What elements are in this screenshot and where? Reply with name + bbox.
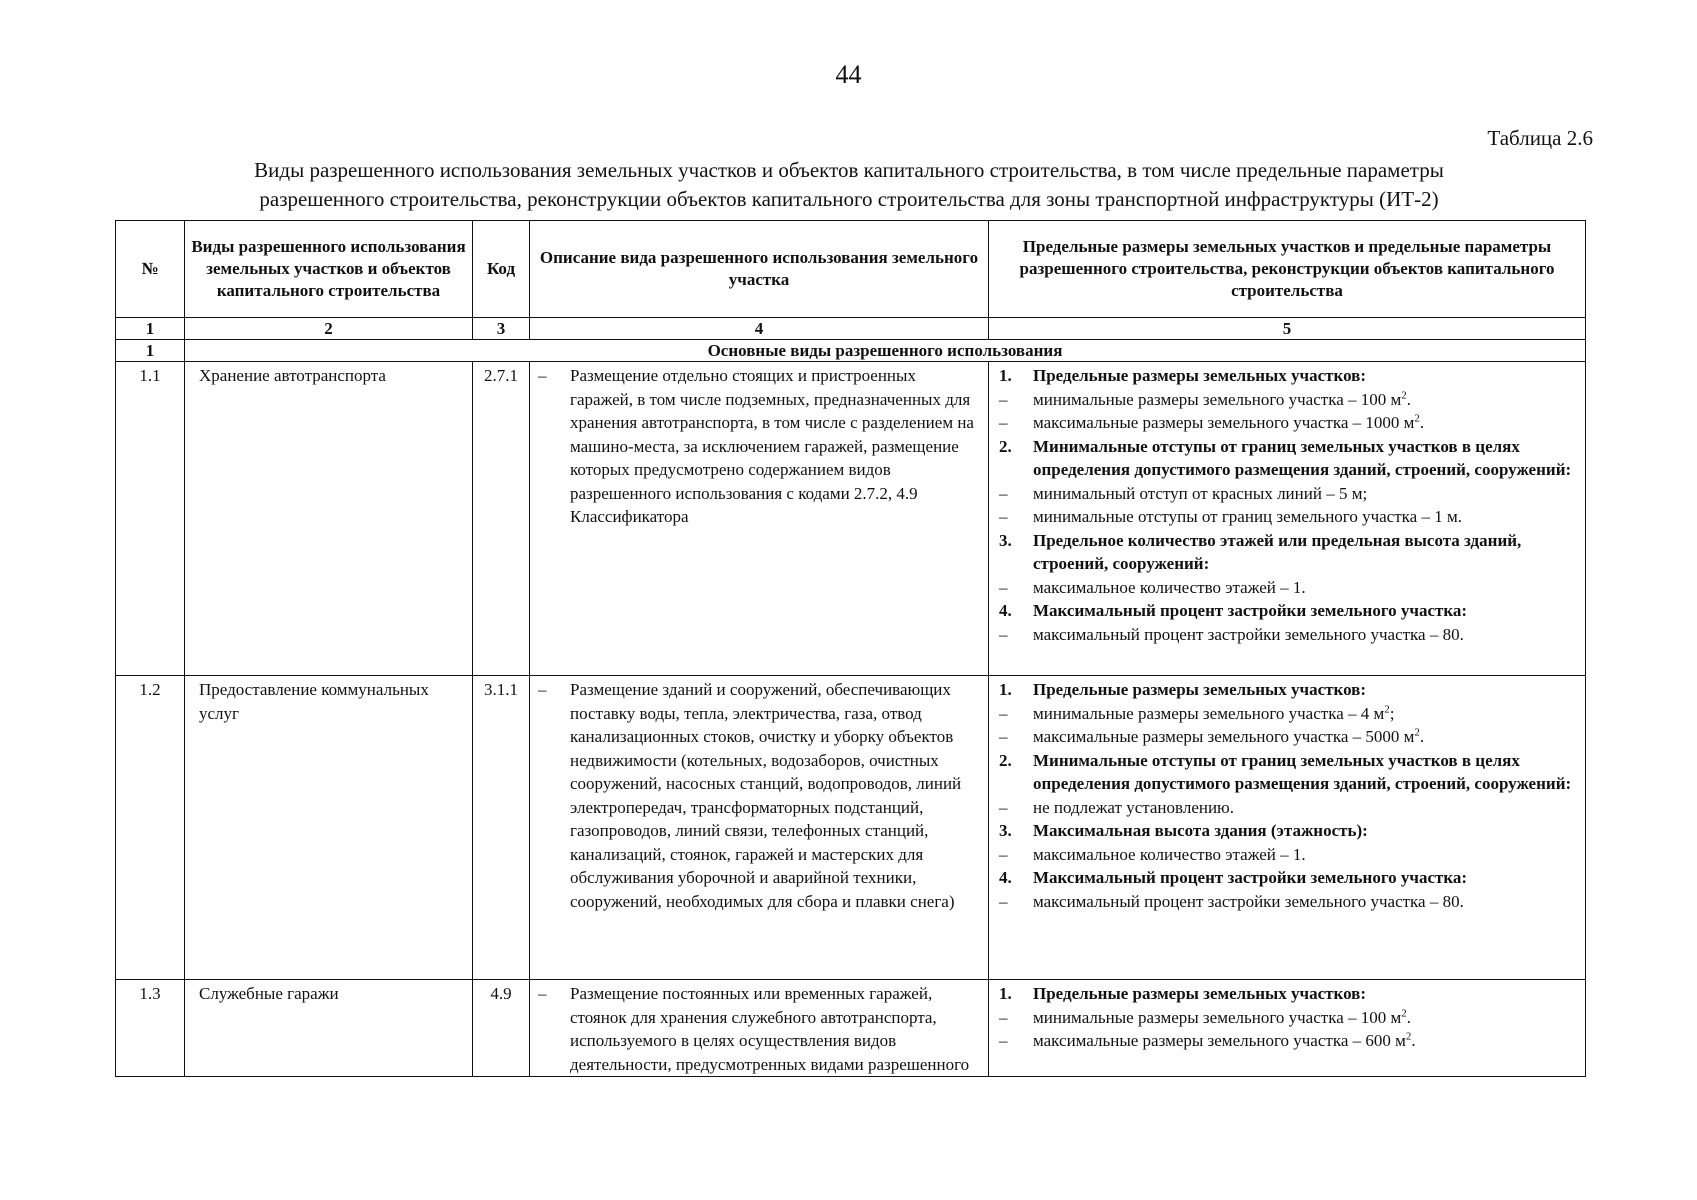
parameter-marker: 3. xyxy=(999,530,1012,550)
parameter-value: не подлежат установлению. xyxy=(1033,797,1235,817)
header-num: № xyxy=(116,221,185,318)
parameter-value: Предельные размеры земельных участков: xyxy=(1033,984,1367,1003)
parameter-line xyxy=(999,435,1579,482)
parameter-text xyxy=(1033,725,1579,749)
land-use-table xyxy=(115,220,1586,1077)
description-dash: – xyxy=(538,366,547,385)
description-dash: – xyxy=(538,984,547,1003)
parameter-marker: – xyxy=(999,797,1008,817)
parameter-line xyxy=(999,599,1579,623)
parameter-text xyxy=(1033,364,1579,388)
parameter-text xyxy=(1033,678,1579,702)
parameter-value: максимальные размеры земельного участка – 1000 м xyxy=(1033,413,1415,432)
parameter-tail: . xyxy=(1419,413,1425,432)
header-code: Код xyxy=(473,221,530,318)
parameter-value: Минимальные отступы от границ земельных участков в целях определения допустимого размещения зданий, строений, сооружений: xyxy=(1033,436,1572,479)
use-type-code: 4.9 xyxy=(473,980,530,1077)
table-title-line-2: разрешенного строительства, реконструкции объектов капитального строительства для зоны транспортной инфраструктуры (ИТ-2) xyxy=(259,187,1439,211)
table-title-line-1: Виды разрешенного использования земельных участков и объектов капитального строительства, в том числе предельные параметры xyxy=(254,158,1444,182)
parameter-line xyxy=(999,702,1579,726)
parameter-text xyxy=(1033,529,1579,576)
use-type-name: Предоставление коммунальных услуг xyxy=(185,676,473,980)
parameter-value: минимальные размеры земельного участка – 100 м xyxy=(1033,1007,1402,1027)
parameter-value: Минимальные отступы от границ земельных участков в целях определения допустимого размещения зданий, строений, сооружений: xyxy=(1033,750,1572,793)
column-number: 4 xyxy=(530,318,989,340)
parameter-value: максимальное количество этажей – 1. xyxy=(1033,844,1306,864)
parameter-line xyxy=(999,819,1579,843)
parameter-value: максимальный процент застройки земельного участка – 80. xyxy=(1033,891,1464,911)
parameter-text xyxy=(1033,482,1579,506)
parameter-value: минимальные размеры земельного участка – 4 м xyxy=(1033,703,1385,723)
use-type-name: Хранение автотранспорта xyxy=(185,362,473,676)
parameter-value: Максимальный процент застройки земельного участка: xyxy=(1033,868,1468,887)
parameter-marker: – xyxy=(999,1031,1008,1050)
parameter-text xyxy=(1033,576,1579,600)
parameter-tail: . xyxy=(1411,1031,1416,1050)
use-type-name: Служебные гаражи xyxy=(185,980,473,1077)
parameter-marker: 4. xyxy=(999,868,1012,887)
row-number: 1.2 xyxy=(116,676,185,980)
parameter-value: минимальный отступ от красных линий – 5 м; xyxy=(1033,483,1368,503)
parameter-line xyxy=(999,529,1579,576)
parameter-line xyxy=(999,725,1579,749)
parameter-line xyxy=(999,411,1579,435)
parameter-line xyxy=(999,576,1579,600)
section-title: Основные виды разрешенного использования xyxy=(185,340,1586,362)
parameter-superscript: 2 xyxy=(1401,1006,1407,1019)
parameter-tail: . xyxy=(1406,1007,1412,1027)
parameter-text xyxy=(1033,982,1579,1006)
parameter-value: Предельные размеры земельных участков: xyxy=(1033,680,1367,699)
use-type-description xyxy=(530,980,989,1077)
parameter-text xyxy=(1033,1006,1579,1030)
parameter-tail: . xyxy=(1419,727,1425,746)
parameter-value: максимальные размеры земельного участка – 5000 м xyxy=(1033,727,1415,746)
parameter-line xyxy=(999,749,1579,796)
header-name: Виды разрешенного использования земельных участков и объектов капитального строительства xyxy=(185,221,473,318)
parameter-text xyxy=(1033,796,1579,820)
parameter-marker: – xyxy=(999,624,1008,644)
parameter-marker: – xyxy=(999,507,1008,526)
parameter-marker: – xyxy=(999,844,1008,864)
parameter-text xyxy=(1033,388,1579,412)
parameter-superscript: 2 xyxy=(1384,702,1390,715)
parameter-text xyxy=(1033,1029,1579,1053)
parameter-marker: 1. xyxy=(999,984,1012,1003)
parameter-line xyxy=(999,364,1579,388)
parameter-marker: – xyxy=(999,483,1008,503)
parameter-marker: 2. xyxy=(999,750,1012,770)
column-number: 2 xyxy=(185,318,473,340)
parameter-marker: – xyxy=(999,413,1008,432)
use-type-code: 3.1.1 xyxy=(473,676,530,980)
row-number: 1.3 xyxy=(116,980,185,1077)
parameter-line xyxy=(999,388,1579,412)
parameter-value: минимальные размеры земельного участка – 100 м xyxy=(1033,389,1402,409)
parameter-marker: 4. xyxy=(999,601,1012,620)
header-row xyxy=(116,221,1586,318)
description-text: Размещение постоянных или временных гаражей, стоянок для хранения служебного автотранспорта, используемого в целях осуществления видов деятельности, предусмотренных видами разрешенного xyxy=(570,984,970,1074)
table-title xyxy=(115,156,1583,214)
parameter-value: Предельные размеры земельных участков: xyxy=(1033,366,1367,385)
parameter-value: минимальные отступы от границ земельного участка – 1 м. xyxy=(1033,507,1462,526)
parameter-line xyxy=(999,1006,1579,1030)
parameter-marker: 1. xyxy=(999,680,1012,699)
parameter-text xyxy=(1033,819,1579,843)
parameter-superscript: 2 xyxy=(1405,1030,1412,1043)
use-type-code: 2.7.1 xyxy=(473,362,530,676)
parameter-value: максимальные размеры земельного участка – 600 м xyxy=(1033,1031,1406,1050)
use-type-description xyxy=(530,362,989,676)
parameter-value: максимальный процент застройки земельного участка – 80. xyxy=(1033,624,1464,644)
parameter-text xyxy=(1033,749,1579,796)
parameter-line xyxy=(999,1029,1579,1053)
parameter-superscript: 2 xyxy=(1414,412,1420,425)
parameter-superscript: 2 xyxy=(1401,388,1407,401)
parameter-text xyxy=(1033,890,1579,914)
parameter-value: Максимальная высота здания (этажность): xyxy=(1033,821,1368,840)
parameter-text xyxy=(1033,623,1579,647)
parameter-text xyxy=(1033,866,1579,890)
parameter-line xyxy=(999,982,1579,1006)
parameter-line xyxy=(999,505,1579,529)
parameter-marker: – xyxy=(999,577,1008,597)
page-number: 44 xyxy=(835,60,862,89)
use-type-parameters xyxy=(989,676,1586,980)
parameter-text xyxy=(1033,843,1579,867)
parameter-line xyxy=(999,623,1579,647)
parameter-marker: – xyxy=(999,703,1008,723)
parameter-superscript: 2 xyxy=(1414,726,1420,739)
parameter-marker: 3. xyxy=(999,821,1012,840)
use-type-parameters xyxy=(989,362,1586,676)
parameter-marker: 1. xyxy=(999,366,1012,385)
parameter-marker: – xyxy=(999,389,1008,409)
parameter-text xyxy=(1033,435,1579,482)
parameter-text xyxy=(1033,599,1579,623)
parameter-line xyxy=(999,796,1579,820)
description-text: Размещение зданий и сооружений, обеспечивающих поставку воды, тепла, электричества, газа, отвод канализационных стоков, очистку и уборку объектов недвижимости (котельных, водозаборов, очистных сооружений, насосных станций, водопроводов, линий электропередач, трансформаторных подстанций, газопроводов, линий связи, телефонных станций, канализаций, стоянок, гаражей и мастерских для обслуживания уборочной и аварийной техники, сооружений, необходимых для сбора и плавки снега) xyxy=(570,680,962,911)
use-type-description xyxy=(530,676,989,980)
description-dash: – xyxy=(538,680,547,699)
parameter-marker: – xyxy=(999,1007,1008,1027)
parameter-value: Предельное количество этажей или предельная высота зданий, строений, сооружений: xyxy=(1033,530,1522,573)
parameter-marker: – xyxy=(999,727,1008,746)
header-params: Предельные размеры земельных участков и предельные параметры разрешенного строительства, реконструкции объектов капитального строительства xyxy=(989,221,1586,318)
parameter-value: Максимальный процент застройки земельного участка: xyxy=(1033,601,1468,620)
parameter-line xyxy=(999,482,1579,506)
parameter-line xyxy=(999,678,1579,702)
parameter-line xyxy=(999,890,1579,914)
section-num: 1 xyxy=(116,340,185,362)
section-row xyxy=(116,340,1586,362)
table-row xyxy=(116,676,1586,980)
table-label: Таблица 2.6 xyxy=(1487,126,1593,150)
description-text: Размещение отдельно стоящих и пристроенных гаражей, в том числе подземных, предназначенных для хранения автотранспорта, в том числе с разделением на машино-места, за исключением гаражей, размещение которых предусмотрено содержанием видов разрешенного использования с кодами 2.7.2, 4.9 Классификатора xyxy=(570,366,974,526)
table-row xyxy=(116,980,1586,1077)
parameter-text xyxy=(1033,411,1579,435)
parameter-line xyxy=(999,866,1579,890)
column-number: 5 xyxy=(989,318,1586,340)
row-number: 1.1 xyxy=(116,362,185,676)
parameter-line xyxy=(999,843,1579,867)
column-number-row xyxy=(116,318,1586,340)
table-row xyxy=(116,362,1586,676)
use-type-parameters xyxy=(989,980,1586,1077)
column-number: 3 xyxy=(473,318,530,340)
parameter-tail: ; xyxy=(1389,703,1395,723)
parameter-text xyxy=(1033,505,1579,529)
parameter-marker: – xyxy=(999,891,1008,911)
parameter-tail: . xyxy=(1406,389,1412,409)
parameter-marker: 2. xyxy=(999,436,1012,456)
parameter-text xyxy=(1033,702,1579,726)
column-number: 1 xyxy=(116,318,185,340)
parameter-value: максимальное количество этажей – 1. xyxy=(1033,577,1306,597)
header-desc: Описание вида разрешенного использования земельного участка xyxy=(530,221,989,318)
